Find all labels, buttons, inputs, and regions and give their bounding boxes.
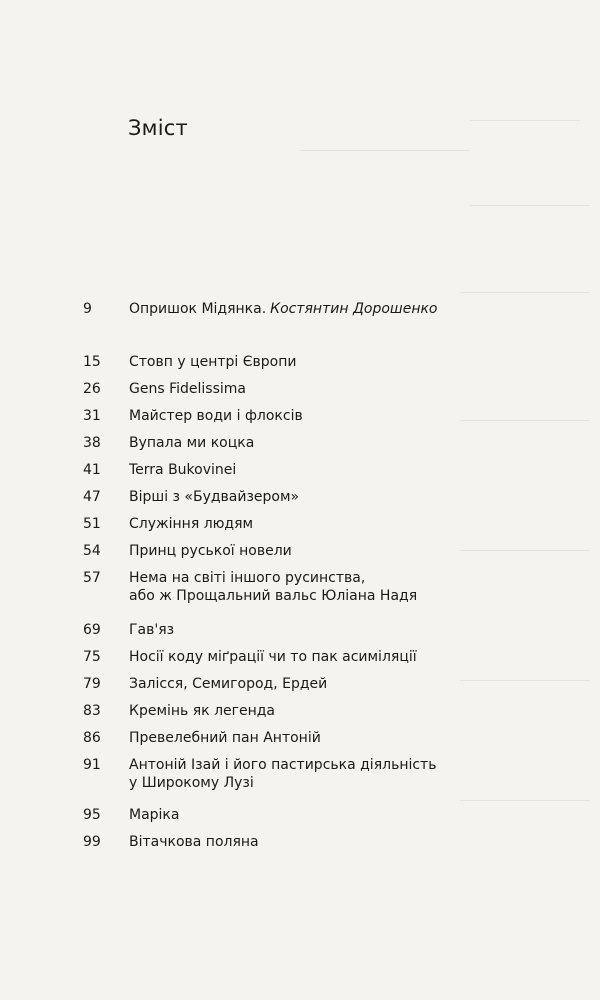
toc-page-number: 91 xyxy=(83,757,101,773)
toc-page-number: 83 xyxy=(83,703,101,719)
toc-title: Гав'яз xyxy=(129,622,175,638)
toc-title xyxy=(129,756,519,792)
toc-title-line1: Нема на світі іншого русинства, xyxy=(129,570,366,586)
toc-title: Майстер води і флоксів xyxy=(129,408,303,424)
toc-title: Носії коду міґрації чи то пак асиміляції xyxy=(129,649,417,665)
toc-page-number: 99 xyxy=(83,834,101,850)
toc-title: Вупала ми коцка xyxy=(129,435,255,451)
toc-page-number: 26 xyxy=(83,381,101,397)
toc-page-number: 86 xyxy=(83,730,101,746)
toc-page-number: 54 xyxy=(83,543,101,559)
toc-title: Gens Fidelissima xyxy=(129,381,246,397)
toc-page-number: 15 xyxy=(83,354,101,370)
toc-page-number: 31 xyxy=(83,408,101,424)
toc-page-number: 57 xyxy=(83,570,101,586)
toc-author: Костянтин Дорошенко xyxy=(270,301,438,317)
toc-title: Вітачкова поляна xyxy=(129,834,259,850)
toc-title-line2: або ж Прощальний вальс Юліана Надя xyxy=(129,588,418,604)
toc-title xyxy=(129,300,519,318)
toc-title: Превелебний пан Антоній xyxy=(129,730,321,746)
toc-title: Залісся, Семигород, Ердей xyxy=(129,676,328,692)
toc-title: Служіння людям xyxy=(129,516,254,532)
toc-title: Вірші з «Будвайзером» xyxy=(129,489,300,505)
toc-page-number: 75 xyxy=(83,649,101,665)
toc-page-number: 47 xyxy=(83,489,101,505)
toc-title: Маріка xyxy=(129,807,180,823)
toc-title: Стовп у центрі Європи xyxy=(129,354,297,370)
toc-title: Terra Bukovinei xyxy=(129,462,237,478)
toc-title-line1: Антоній Ізай і його пастирська діяльність xyxy=(129,757,437,773)
toc-title-line2: у Широкому Лузі xyxy=(129,775,254,791)
toc-page-number: 9 xyxy=(83,301,92,317)
toc-title xyxy=(129,569,519,605)
toc-title-text: Опришок Мідянка. xyxy=(129,301,267,317)
contents-heading: Зміст xyxy=(128,116,188,140)
toc-page-number: 38 xyxy=(83,435,101,451)
toc-page-number: 69 xyxy=(83,622,101,638)
toc-page-number: 41 xyxy=(83,462,101,478)
toc-page-number: 51 xyxy=(83,516,101,532)
toc-title: Принц руської новели xyxy=(129,543,292,559)
toc-page-number: 95 xyxy=(83,807,101,823)
toc-title: Кремінь як легенда xyxy=(129,703,276,719)
toc-page-number: 79 xyxy=(83,676,101,692)
